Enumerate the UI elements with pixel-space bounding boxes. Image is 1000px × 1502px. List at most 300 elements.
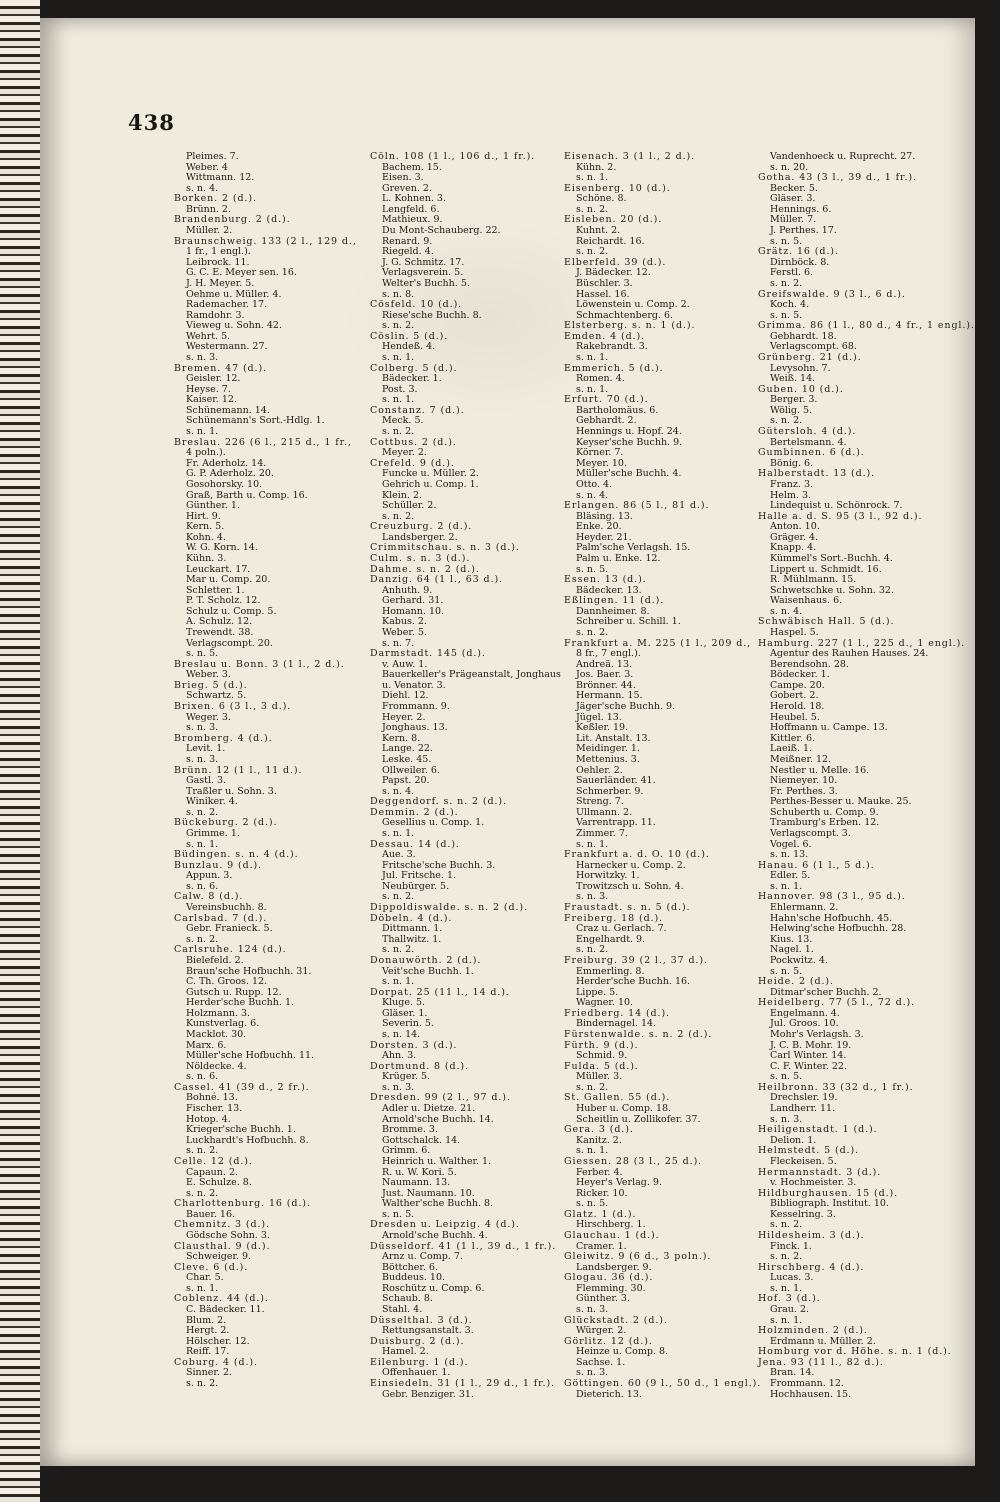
publisher-entry: s. n. 2. (770, 415, 803, 427)
city-entry: Elsterberg. s. n. 1 (d.). (564, 320, 696, 332)
city-entry: Düsselthal. 3 (d.). (370, 1314, 473, 1326)
publisher-entry: Scheitlin u. Zollikofer. 37. (576, 1113, 701, 1125)
publisher-entry: Herder'sche Buchh. 16. (576, 976, 691, 988)
publisher-entry: Neubürger. 5. (382, 880, 450, 892)
publisher-entry: s. n. 5. (770, 309, 803, 321)
city-entry: Heidelberg. 77 (5 l., 72 d.). (758, 997, 916, 1009)
publisher-entry: Franz. 3. (770, 478, 814, 490)
city-entry: Glauchau. 1 (d.). (564, 1229, 660, 1241)
publisher-entry: s. n. 4. (382, 785, 415, 797)
publisher-entry: s. n. 1. (382, 828, 415, 839)
publisher-entry: s. n. 5. (770, 1071, 803, 1083)
city-entry: Hamburg. 227 (1 l., 225 d., 1 engl.). (758, 637, 966, 649)
publisher-entry: J. C. B. Mohr. 19. (770, 1039, 852, 1051)
publisher-entry: Verlagsverein. 5. (382, 267, 464, 279)
publisher-entry: Kluge. 5. (382, 997, 426, 1009)
publisher-entry: Heyder. 21. (576, 531, 632, 543)
city-entry: Erlangen. 86 (5 l., 81 d.). (564, 500, 710, 512)
city-entry: Grünberg. 21 (d.). (758, 351, 862, 363)
publisher-entry: Delion. 1. (770, 1134, 817, 1146)
publisher-entry: Buddeus. 10. (382, 1272, 446, 1284)
publisher-entry: Lengfeld. 6. (382, 203, 440, 215)
publisher-entry: Welter's Buchh. 5. (382, 277, 470, 289)
publisher-entry: Mar u. Comp. 20. (186, 574, 271, 586)
publisher-entry: Niemeyer. 10. (770, 775, 838, 787)
publisher-entry: Kittler. 6. (770, 732, 816, 744)
city-entry: Duisburg. 2 (d.). (370, 1335, 465, 1347)
publisher-entry: Oehler. 2. (576, 764, 623, 776)
publisher-entry: Sauerländer. 41. (576, 775, 656, 787)
publisher-entry: s. n. 2. (382, 510, 415, 522)
city-entry: Eßlingen. 11 (d.). (564, 595, 665, 607)
publisher-entry: Meidinger. 1. (576, 743, 640, 755)
publisher-entry: Jäger'sche Buchh. 9. (576, 701, 676, 713)
publisher-entry: Palm'sche Verlagsh. 15. (576, 542, 691, 554)
publisher-entry: Kanitz. 2. (576, 1134, 622, 1146)
publisher-entry: Waisenhaus. 6. (770, 595, 843, 607)
publisher-entry: Perthes-Besser u. Mauke. 25. (770, 796, 912, 808)
publisher-entry: Pleimes. 7. (186, 151, 239, 162)
city-entry: Demmin. 2 (d.). (370, 806, 459, 818)
city-entry: Dresden. 99 (2 l., 97 d.). (370, 1092, 511, 1104)
text-column-4 (758, 151, 975, 1400)
publisher-entry: Levit. 1. (186, 743, 226, 755)
publisher-entry: s. n. 2. (770, 1219, 803, 1231)
city-entry: Halle a. d. S. 95 (3 l., 92 d.). (758, 510, 923, 522)
publisher-entry: Gesellius u. Comp. 1. (382, 817, 485, 829)
city-entry: Calw. 8 (d.). (174, 891, 244, 903)
publisher-entry: W. G. Korn. 14. (186, 542, 258, 554)
publisher-entry: Leske. 45. (382, 753, 432, 765)
publisher-entry: A. Schulz. 12. (186, 616, 253, 628)
publisher-entry: Vereinsbuchh. 8. (186, 902, 267, 914)
publisher-entry: Mohr's Verlagsh. 3. (770, 1028, 864, 1040)
publisher-entry: s. n. 1. (770, 1282, 803, 1294)
book-spine-edge (0, 0, 40, 1502)
city-entry: Eisenach. 3 (1 l., 2 d.). (564, 151, 696, 162)
publisher-entry: Schreiber u. Schill. 1. (576, 616, 681, 628)
publisher-entry: Stahl. 4. (382, 1304, 423, 1316)
publisher-entry: Dannheimer. 8. (576, 605, 650, 617)
publisher-entry: Schulz u. Comp. 5. (186, 605, 277, 617)
publisher-entry: s. n. 2. (576, 246, 609, 258)
publisher-entry: v. Auw. 1. (382, 658, 428, 670)
publisher-entry: Herder'sche Buchh. 1. (186, 997, 295, 1009)
publisher-entry: s. n. 1. (770, 1314, 803, 1326)
publisher-entry: Rettungsanstalt. 3. (382, 1325, 474, 1337)
publisher-entry: Hahn'sche Hofbuchh. 45. (770, 912, 893, 924)
publisher-entry: Diehl. 12. (382, 690, 429, 702)
publisher-entry: Pockwitz. 4. (770, 954, 828, 966)
publisher-entry: Lippe. 5. (576, 986, 619, 998)
city-entry: Borken. 2 (d.). (174, 193, 257, 205)
publisher-entry: s. n. 1. (186, 838, 219, 850)
publisher-entry: P. T. Scholz. 12. (186, 595, 261, 607)
city-entry: Greifswalde. 9 (3 l., 6 d.). (758, 288, 906, 300)
publisher-entry: Levysohn. 7. (770, 362, 831, 374)
publisher-entry: Geisler. 12. (186, 373, 241, 385)
publisher-entry: Kühn. 3. (186, 552, 227, 564)
city-entry: Bunzlau. 9 (d.). (174, 859, 263, 871)
city-entry: Düsseldorf. 41 (1 l., 39 d., 1 fr.). (370, 1240, 557, 1252)
city-entry: Fraustadt. s. n. 5 (d.). (564, 902, 691, 914)
city-entry: Dorsten. 3 (d.). (370, 1039, 458, 1051)
publisher-entry: Papst. 20. (382, 775, 430, 787)
publisher-entry: Dirnböck. 8. (770, 256, 830, 268)
city-entry: Glatz. 1 (d.). (564, 1208, 637, 1220)
publisher-entry: Kohn. 4. (186, 531, 226, 543)
city-entry: Brünn. 12 (1 l., 11 d.). (174, 764, 303, 776)
publisher-entry: Hermann. 15. (576, 690, 643, 702)
city-entry: Elberfeld. 39 (d.). (564, 256, 667, 268)
city-entry: Bückeburg. 2 (d.). (174, 817, 278, 829)
city-entry: Celle. 12 (d.). (174, 1155, 253, 1167)
publisher-entry: Campe. 20. (770, 679, 825, 691)
city-entry: Cottbus. 2 (d.). (370, 436, 457, 448)
publisher-entry: Kühn. 2. (576, 161, 617, 173)
publisher-entry: Kaiser. 12. (186, 394, 237, 406)
publisher-entry: Offenhauer. 1. (382, 1367, 451, 1379)
publisher-entry: Arnold'sche Buchh. 14. (382, 1113, 494, 1125)
publisher-entry: Macklot. 30. (186, 1028, 247, 1040)
publisher-entry: s. n. 4. (576, 489, 609, 501)
publisher-entry: Gerhard. 31. (382, 595, 444, 607)
publisher-entry: Keßler. 19. (576, 722, 629, 734)
publisher-entry: Meck. 5. (382, 415, 424, 427)
publisher-entry: Renard. 9. (382, 235, 433, 247)
publisher-entry: Schuberth u. Comp. 9. (770, 806, 879, 818)
publisher-entry: Weber. 3. (186, 669, 231, 681)
publisher-entry: Ollweiler. 6. (382, 764, 440, 776)
publisher-entry: s. n. 4. (770, 605, 803, 617)
publisher-entry: Craz u. Gerlach. 7. (576, 923, 667, 935)
city-entry: Coburg. 4 (d.). (174, 1356, 258, 1368)
publisher-entry: Landsberger. 2. (382, 531, 458, 543)
publisher-entry: Müller. 3. (576, 1071, 623, 1083)
publisher-entry: Helwing'sche Hofbuchh. 28. (770, 923, 907, 935)
publisher-entry: Kabus. 2. (382, 616, 427, 628)
publisher-entry: Just. Naumann. 10. (382, 1187, 475, 1199)
publisher-entry: Kunstverlag. 6. (186, 1018, 260, 1030)
publisher-entry: Bädecker. 1. (382, 373, 442, 385)
publisher-entry: s. n. 1. (576, 172, 609, 184)
publisher-entry: J. G. Schmitz. 17. (382, 256, 465, 268)
publisher-entry: s. n. 5. (770, 965, 803, 977)
publisher-entry: Naumann. 13. (382, 1177, 451, 1189)
publisher-entry: Berger. 3. (770, 394, 818, 406)
publisher-entry: Lippert u. Schmidt. 16. (770, 563, 882, 575)
publisher-entry: s. n. 1. (576, 351, 609, 363)
publisher-entry: Bran. 14. (770, 1367, 815, 1379)
publisher-entry: C. Th. Groos. 12. (186, 976, 268, 988)
publisher-entry: Ehlermann. 2. (770, 902, 839, 914)
city-entry: Brixen. 6 (3 l., 3 d.). (174, 701, 292, 713)
publisher-entry: Walther'sche Buchh. 8. (382, 1198, 494, 1210)
publisher-entry: Schwartz. 5. (186, 690, 247, 702)
publisher-entry: Traßler u. Sohn. 3. (186, 785, 277, 797)
publisher-entry: Lit. Anstalt. 13. (576, 732, 651, 744)
city-entry: Brandenburg. 2 (d.). (174, 214, 291, 226)
text-column-1 (174, 152, 364, 1390)
publisher-entry: Günther. 1. (186, 500, 240, 512)
publisher-entry: Schletter. 1. (186, 584, 245, 596)
publisher-entry: Eisen. 3. (382, 172, 424, 184)
city-entry: Donauwörth. 2 (d.). (370, 954, 482, 966)
publisher-entry: Verlagscompt. 20. (186, 637, 273, 649)
publisher-entry: Enke. 20. (576, 521, 622, 533)
publisher-entry: Jonghaus. 13. (382, 722, 448, 734)
publisher-entry: Kern. 5. (186, 521, 225, 533)
publisher-entry: s. n. 3. (186, 351, 219, 363)
publisher-entry: Fleckeisen. 5. (770, 1155, 837, 1167)
publisher-entry: Gobert. 2. (770, 690, 819, 702)
publisher-entry: Schüller. 2. (382, 500, 437, 512)
city-entry: Fürth. 9 (d.). (564, 1039, 639, 1051)
publisher-entry: Erdmann u. Müller. 2. (770, 1335, 876, 1347)
publisher-entry: Müller. 7. (770, 214, 817, 226)
publisher-entry: G. C. E. Meyer sen. 16. (186, 267, 297, 279)
publisher-entry: s. n. 5. (576, 1198, 609, 1210)
publisher-entry: Wittmann. 12. (186, 172, 255, 184)
publisher-entry: Hergt. 2. (186, 1325, 230, 1337)
publisher-entry: s. n. 3. (186, 722, 219, 734)
publisher-entry: u. Venator. 3. (382, 679, 446, 691)
publisher-entry: s. n. 2. (186, 806, 219, 818)
publisher-entry: Vogel. 6. (770, 838, 812, 850)
publisher-entry: Emmerling. 8. (576, 965, 645, 977)
publisher-entry: Tramburg's Erben. 12. (770, 817, 880, 829)
publisher-entry: s. n. 1. (186, 426, 219, 438)
publisher-entry: Heinrich u. Walther. 1. (382, 1155, 492, 1167)
publisher-entry: Bönig. 6. (770, 457, 814, 469)
publisher-entry: Hölscher. 12. (186, 1335, 250, 1347)
publisher-entry: Günther. 3. (576, 1293, 630, 1305)
city-entry: Hildesheim. 3 (d.). (758, 1229, 865, 1241)
publisher-entry: Wölig. 5. (770, 404, 813, 416)
publisher-entry: Lucas. 3. (770, 1272, 814, 1284)
publisher-entry: Cramer. 1. (576, 1240, 627, 1252)
publisher-entry: Krieger'sche Buchh. 1. (186, 1124, 296, 1136)
publisher-entry: Dieterich. 13. (576, 1388, 642, 1400)
publisher-entry: Edler. 5. (770, 870, 811, 882)
publisher-entry: Weger. 3. (186, 711, 231, 723)
publisher-entry: Knapp. 4. (770, 542, 817, 554)
publisher-entry: Bödecker. 1. (770, 669, 830, 681)
publisher-entry: s. n. 6. (186, 1071, 219, 1083)
city-entry: Essen. 13 (d.). (564, 574, 647, 586)
publisher-entry: Mathieux. 9. (382, 214, 443, 226)
publisher-entry: s. n. 5. (770, 235, 803, 247)
publisher-entry: Fr. Perthes. 3. (770, 785, 838, 797)
publisher-entry: s. n. 2. (186, 1145, 219, 1157)
text-column-3 (564, 151, 762, 1400)
publisher-entry: Müller'sche Buchh. 4. (576, 468, 682, 480)
city-entry: Eilenburg. 1 (d.). (370, 1356, 469, 1368)
city-entry: Cöln. 108 (1 l., 106 d., 1 fr.). (370, 151, 536, 162)
publisher-entry: Jügel. 13. (576, 711, 622, 723)
publisher-entry: Graß, Barth u. Comp. 16. (186, 489, 308, 501)
publisher-entry: s. n. 2. (382, 426, 415, 438)
publisher-entry: Marx. 6. (186, 1039, 227, 1051)
publisher-entry: Ferber. 4. (576, 1166, 623, 1178)
publisher-entry: Andreä. 13. (576, 658, 633, 670)
publisher-entry: Anhuth. 9. (382, 584, 433, 596)
publisher-entry: Löwenstein u. Comp. 2. (576, 299, 690, 311)
publisher-entry: Capaun. 2. (186, 1166, 239, 1178)
publisher-entry: Roschütz u. Comp. 6. (382, 1282, 485, 1294)
publisher-entry: Müller'sche Hofbuchh. 11. (186, 1050, 315, 1062)
publisher-entry: Bromme. 3. (382, 1124, 438, 1136)
publisher-entry: Braun'sche Hofbuchh. 31. (186, 965, 312, 977)
publisher-entry: Ditmar'scher Buchh. 2. (770, 986, 882, 998)
publisher-entry: s. n. 1. (770, 880, 803, 892)
publisher-entry: Hennings. 6. (770, 203, 832, 215)
publisher-entry: Herold. 18. (770, 701, 825, 713)
publisher-entry: Bartholomäus. 6. (576, 404, 659, 416)
publisher-entry: Laeiß. 1. (770, 743, 813, 755)
publisher-entry: Luckhardt's Hofbuchh. 8. (186, 1134, 309, 1146)
publisher-entry: Schweiger. 9. (186, 1251, 252, 1263)
publisher-entry: Palm u. Enke. 12. (576, 552, 661, 564)
publisher-entry: Rakebrandt. 3. (576, 341, 648, 353)
publisher-entry: Sachse. 1. (576, 1356, 626, 1368)
city-entry: Halberstadt. 13 (d.). (758, 468, 876, 480)
city-entry: Bromberg. 4 (d.). (174, 732, 273, 744)
publisher-entry: Gläser. 1. (382, 1007, 428, 1019)
publisher-entry: Krüger. 5. (382, 1071, 431, 1083)
publisher-entry: Schmachtenberg. 6. (576, 309, 674, 321)
publisher-entry: Flemming. 30. (576, 1282, 646, 1294)
publisher-entry: Ricker. 10. (576, 1187, 628, 1199)
publisher-entry: Holzmann. 3. (186, 1007, 251, 1019)
publisher-entry: Büschler. 3. (576, 277, 633, 289)
publisher-entry: Schöne. 8. (576, 193, 627, 205)
publisher-entry: Thallwitz. 1. (382, 933, 442, 945)
city-entry: Gotha. 43 (3 l., 39 d., 1 fr.). (758, 172, 917, 184)
city-entry: Carlsruhe. 124 (d.). (174, 944, 287, 956)
page-number: 438 (128, 110, 175, 135)
city-entry: Gumbinnen. 6 (d.). (758, 447, 865, 459)
city-entry: Gleiwitz. 9 (6 d., 3 poln.). (564, 1251, 712, 1263)
publisher-entry: Gebr. Benziger. 31. (382, 1388, 474, 1400)
publisher-entry: Zimmer. 7. (576, 828, 628, 839)
publisher-entry: Romen. 4. (576, 373, 625, 385)
publisher-entry: s. n. 1. (576, 383, 609, 395)
city-entry: Cleve. 6 (d.). (174, 1261, 249, 1273)
city-entry: Frankfurt a. d. O. 10 (d.). (564, 849, 710, 861)
city-entry: Guben. 10 (d.). (758, 383, 844, 395)
publisher-entry: s. n. 2. (576, 627, 609, 639)
publisher-entry: s. n. 2. (770, 277, 803, 289)
publisher-entry: Müller. 2. (186, 225, 233, 237)
publisher-entry: s. n. 3. (186, 753, 219, 765)
city-entry: Eisenberg. 10 (d.). (564, 182, 671, 194)
publisher-entry: Dittmann. 1. (382, 923, 443, 935)
city-entry: Glückstadt. 2 (d.). (564, 1314, 668, 1326)
publisher-entry: Kümmel's Sort.-Buchh. 4. (770, 552, 893, 564)
publisher-entry: Bläsing. 13. (576, 510, 633, 522)
city-entry: Colberg. 5 (d.). (370, 362, 458, 374)
publisher-entry: Gottschalck. 14. (382, 1134, 461, 1146)
publisher-entry: Adler u. Dietze. 21. (382, 1103, 476, 1115)
publisher-entry: Arnz u. Comp. 7. (382, 1251, 463, 1263)
publisher-entry: Schünemann. 14. (186, 404, 270, 416)
city-entry: Frankfurt a. M. 225 (1 l., 209 d., (564, 637, 752, 649)
publisher-entry: Hirt. 9. (186, 510, 221, 522)
publisher-entry: Carl Winter. 14. (770, 1050, 847, 1062)
publisher-entry: Horwitzky. 1. (576, 870, 640, 882)
publisher-entry: Schwetschke u. Sohn. 32. (770, 584, 895, 596)
city-entry: Carlsbad. 7 (d.). (174, 912, 268, 924)
publisher-entry: s. n. 5. (576, 563, 609, 575)
publisher-entry: Brönner. 44. (576, 679, 636, 691)
city-entry: Freiberg. 18 (d.). (564, 912, 664, 924)
city-entry: Jena. 93 (11 l., 82 d.). (758, 1356, 884, 1368)
publisher-entry: Bibliograph. Institut. 10. (770, 1198, 889, 1210)
city-entry: Dortmund. 8 (d.). (370, 1060, 469, 1072)
publisher-entry: Meyer. 10. (576, 457, 627, 469)
publisher-entry: Kuhnt. 2. (576, 225, 621, 237)
publisher-entry: s. n. 3. (382, 1081, 415, 1093)
city-entry: Schwäbisch Hall. 5 (d.). (758, 616, 895, 628)
publisher-entry: Aue. 3. (382, 849, 416, 861)
publisher-entry: Gräger. 4. (770, 531, 819, 543)
city-entry: Büdingen. s. n. 4 (d.). (174, 849, 299, 861)
city-entry: Einsiedeln. 31 (1 l., 29 d., 1 fr.). (370, 1378, 555, 1390)
publisher-entry: Grau. 2. (770, 1304, 810, 1316)
publisher-entry: Weiß. 14. (770, 373, 816, 385)
publisher-entry: Lindequist u. Schönrock. 7. (770, 500, 903, 512)
publisher-entry: Ferstl. 6. (770, 267, 814, 279)
publisher-entry: Arnold'sche Buchh. 4. (382, 1229, 488, 1241)
publisher-entry: C. F. Winter. 22. (770, 1060, 847, 1072)
publisher-entry: Reichardt. 16. (576, 235, 645, 247)
publisher-entry: Rademacher. 17. (186, 299, 268, 311)
publisher-entry: Bindernagel. 14. (576, 1018, 657, 1030)
city-entry: Dresden u. Leipzig. 4 (d.). (370, 1219, 520, 1231)
publisher-entry: Landsberger. 9. (576, 1261, 652, 1273)
publisher-entry: s. n. 2. (382, 320, 415, 332)
publisher-entry: Oehme u. Müller. 4. (186, 288, 282, 300)
publisher-entry: Bachem. 15. (382, 161, 442, 173)
publisher-entry: s. n. 2. (186, 1187, 219, 1199)
publisher-entry: Verlagscompt. 68. (770, 341, 857, 353)
publisher-entry: Nagel. 1. (770, 944, 814, 956)
city-entry: Deggendorf. s. n. 2 (d.). (370, 796, 507, 808)
publisher-entry: Engelhardt. 9. (576, 933, 646, 945)
publisher-entry: Veit'sche Buchh. 1. (382, 965, 474, 977)
publisher-entry: Riegeld. 4. (382, 246, 434, 258)
publisher-entry: Severin. 5. (382, 1018, 434, 1030)
publisher-entry: Frommann. 12. (770, 1378, 844, 1390)
publisher-entry: Blum. 2. (186, 1314, 227, 1326)
publisher-entry: Gutsch u. Rupp. 12. (186, 986, 282, 998)
publisher-entry: Streng. 7. (576, 796, 624, 808)
city-entry: Hannover. 98 (3 l., 95 d.). (758, 891, 906, 903)
publisher-entry: Homann. 10. (382, 605, 445, 617)
publisher-entry: Winiker. 4. (186, 796, 238, 808)
publisher-entry: Jos. Baer. 3. (576, 669, 634, 681)
city-entry: Creuzburg. 2 (d.). (370, 521, 473, 533)
publisher-entry: Heubel. 5. (770, 711, 820, 723)
publisher-entry: Vandenhoeck u. Ruprecht. 27. (770, 151, 916, 162)
publisher-entry: Hirschberg. 1. (576, 1219, 646, 1231)
publisher-entry: s. n. 1. (576, 1145, 609, 1157)
city-entry: Coblenz. 44 (d.). (174, 1293, 269, 1305)
publisher-entry: Leuckart. 17. (186, 563, 251, 575)
publisher-entry: Westermann. 27. (186, 341, 268, 353)
city-entry: Glogau. 36 (d.). (564, 1272, 654, 1284)
